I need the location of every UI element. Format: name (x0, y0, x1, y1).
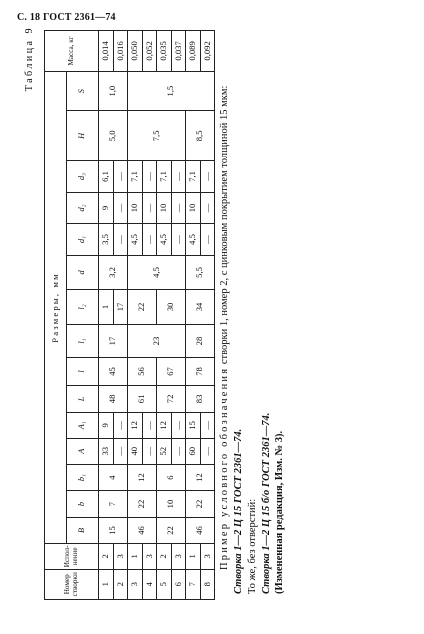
cell-A1: 12 (157, 413, 172, 438)
cell-L: 83 (186, 385, 215, 412)
cell-d1: — (142, 224, 157, 255)
cell-number: 5 (157, 569, 172, 599)
cell-A1: 9 (99, 413, 114, 438)
col-header-B: B (67, 517, 99, 543)
cell-number: 1 (99, 569, 114, 599)
cell-l: 56 (128, 358, 157, 385)
cell-l: 45 (99, 358, 128, 385)
cell-l2: 17 (113, 290, 128, 325)
cell-d1: 3,5 (99, 224, 114, 255)
cell-A1: — (200, 413, 215, 438)
cell-b1: 6 (157, 464, 186, 490)
col-header-l1: l₁ (67, 324, 99, 358)
cell-mass: 0,089 (186, 31, 201, 72)
cell-L: 61 (128, 385, 157, 412)
cell-A: 33 (99, 438, 114, 464)
cell-A: — (200, 438, 215, 464)
cell-B: 22 (157, 517, 186, 543)
cell-b: 7 (99, 491, 128, 517)
cell-A: 40 (128, 438, 143, 464)
cell-A: 60 (186, 438, 201, 464)
cell-L: 72 (157, 385, 186, 412)
cell-A1: 15 (186, 413, 201, 438)
cell-A1: — (113, 413, 128, 438)
cell-B: 46 (128, 517, 157, 543)
group-header-dimensions: Размеры, мм (45, 71, 67, 543)
cell-b1: 4 (99, 464, 128, 490)
cell-A: — (113, 438, 128, 464)
cell-d2: 10 (128, 192, 143, 223)
cell-d: 4,5 (128, 255, 186, 290)
cell-l2: 22 (128, 290, 157, 325)
designation-code-1: Створка 1—2 Ц 15 ГОСТ 2361—74. (232, 428, 244, 594)
cell-L: 48 (99, 385, 128, 412)
col-header-A: A (67, 438, 99, 464)
cell-d2: — (171, 192, 186, 223)
cell-number: 6 (171, 569, 186, 599)
cell-number: 7 (186, 569, 201, 599)
cell-d3: — (200, 161, 215, 192)
cell-mass: 0,014 (99, 31, 114, 72)
cell-d1: — (113, 224, 128, 255)
cell-l2: 1 (99, 290, 114, 325)
col-header-H: H (67, 111, 99, 161)
cell-d3: 7,1 (186, 161, 201, 192)
cell-d1: — (200, 224, 215, 255)
col-header-A1: A₁ (67, 413, 99, 438)
cell-A: — (171, 438, 186, 464)
cell-mass: 0,052 (142, 31, 157, 72)
col-header-d2: d₂ (67, 192, 99, 223)
cell-number: 2 (113, 569, 128, 599)
cell-A: 52 (157, 438, 172, 464)
rotated-page-content (18, 20, 396, 608)
cell-A: — (142, 438, 157, 464)
cell-mass: 0,050 (128, 31, 143, 72)
cell-execution: 1 (128, 544, 143, 569)
cell-H: 8,5 (186, 111, 215, 161)
cell-A1: — (171, 413, 186, 438)
cell-b1: 12 (128, 464, 157, 490)
cell-d2: 10 (157, 192, 172, 223)
col-header-b: b (67, 491, 99, 517)
cell-l1: 28 (186, 324, 215, 358)
example-paragraph (218, 28, 232, 594)
table-row (128, 31, 143, 600)
cell-l: 67 (157, 358, 186, 385)
cell-d2: — (142, 192, 157, 223)
cell-l1: 23 (128, 324, 186, 358)
cell-l: 78 (186, 358, 215, 385)
cell-l2: 34 (186, 290, 215, 325)
cell-execution: 3 (142, 544, 157, 569)
cell-d: 5,5 (186, 255, 215, 290)
cell-B: 15 (99, 517, 128, 543)
cell-number: 3 (128, 569, 143, 599)
cell-d2: 9 (99, 192, 114, 223)
page-number: С. 18 (17, 12, 41, 23)
designation-code-2: Створка 1—2 Ц 15 б/о ГОСТ 2361—74. (260, 412, 272, 594)
cell-mass: 0,037 (171, 31, 186, 72)
col-header-execution: Испол-нение (45, 544, 99, 569)
cell-d1: — (171, 224, 186, 255)
cell-d: 3,2 (99, 255, 128, 290)
cell-execution: 3 (171, 544, 186, 569)
cell-execution: 3 (113, 544, 128, 569)
cell-A1: 12 (128, 413, 143, 438)
cell-S: 1,5 (128, 71, 215, 111)
cell-H: 5,0 (99, 111, 128, 161)
col-header-d: d (67, 255, 99, 290)
cell-d3: — (142, 161, 157, 192)
standard-code: ГОСТ 2361—74 (42, 12, 116, 23)
cell-b: 22 (128, 491, 157, 517)
cell-H: 7,5 (128, 111, 186, 161)
col-header-S: S (67, 71, 99, 111)
cell-d3: 7,1 (128, 161, 143, 192)
example-heading: Пример условного обозначения (219, 366, 230, 570)
col-header-mass: Масса, кг (45, 31, 99, 72)
cell-d3: — (113, 161, 128, 192)
cell-S: 1,0 (99, 71, 128, 111)
cell-d1: 4,5 (128, 224, 143, 255)
cell-B: 46 (186, 517, 215, 543)
cell-l2: 30 (157, 290, 186, 325)
cell-d3: 6,1 (99, 161, 114, 192)
cell-execution: 1 (186, 544, 201, 569)
col-header-l: l (67, 358, 99, 385)
same-without-holes: То же, без отверстий: (246, 498, 258, 594)
cell-A1: — (142, 413, 157, 438)
col-header-L: L (67, 385, 99, 412)
dimensions-table (44, 30, 215, 600)
cell-number: 4 (142, 569, 157, 599)
col-header-number: Номер створки (45, 569, 99, 599)
cell-b1: 12 (186, 464, 215, 490)
cell-mass: 0,016 (113, 31, 128, 72)
table-row (186, 31, 201, 600)
cell-d3: 7,1 (157, 161, 172, 192)
cell-d2: 10 (186, 192, 201, 223)
cell-d1: 4,5 (157, 224, 172, 255)
cell-mass: 0,035 (157, 31, 172, 72)
cell-d2: — (200, 192, 215, 223)
cell-execution: 2 (157, 544, 172, 569)
cell-l1: 17 (99, 324, 128, 358)
cell-execution: 3 (200, 544, 215, 569)
cell-number: 8 (200, 569, 215, 599)
cell-execution: 2 (99, 544, 114, 569)
cell-b: 22 (186, 491, 215, 517)
cell-mass: 0,092 (200, 31, 215, 72)
col-header-l2: l₂ (67, 290, 99, 325)
cell-d2: — (113, 192, 128, 223)
notes-block (218, 28, 287, 594)
table-caption: Таблица 9 (24, 26, 35, 92)
cell-b: 10 (157, 491, 186, 517)
table-row (99, 31, 114, 600)
col-header-b1: b₁ (67, 464, 99, 490)
example-text: створки 1, номер 2, с цинковым покрытием толщиной 15 мкм: (219, 85, 230, 365)
col-header-d3: d₃ (67, 161, 99, 192)
cell-d1: 4,5 (186, 224, 201, 255)
col-header-d1: d₁ (67, 224, 99, 255)
revision-note: (Измененная редакция, Изм. № 3). (274, 430, 286, 594)
cell-d3: — (171, 161, 186, 192)
